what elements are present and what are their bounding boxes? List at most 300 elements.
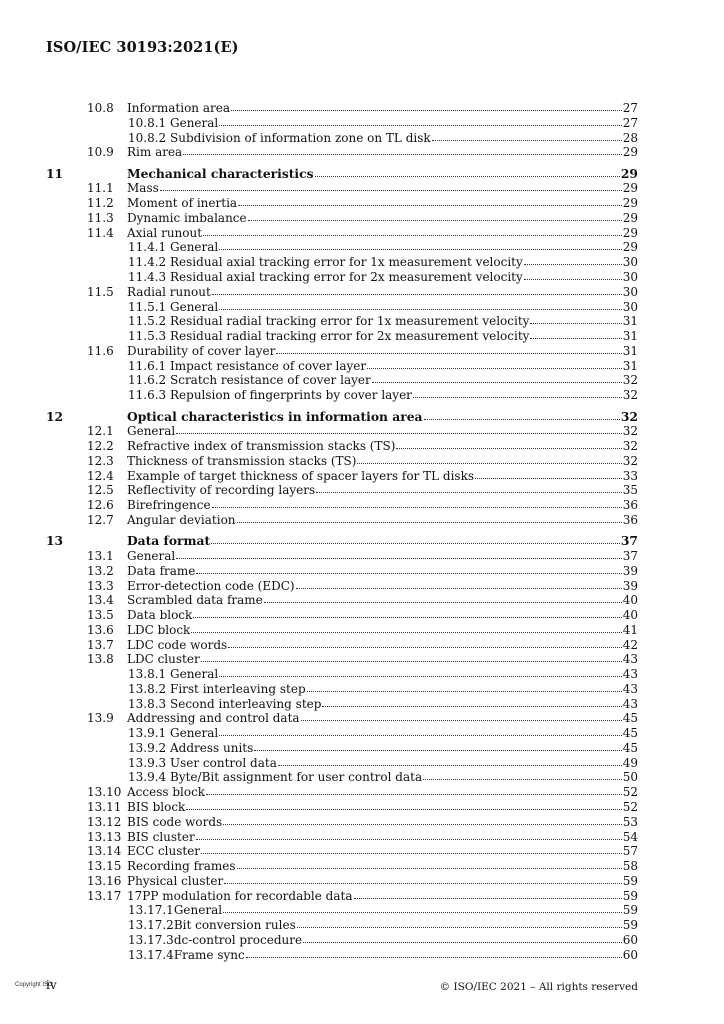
toc-entry[interactable] <box>46 454 638 469</box>
toc-entry[interactable] <box>46 638 638 653</box>
dot-leader <box>322 706 621 707</box>
toc-entry-page: 31 <box>622 343 638 358</box>
toc-entry-number: 12.4 <box>87 468 114 483</box>
toc-entry-title: Reflectivity of recording layers <box>127 483 316 498</box>
dot-leader <box>524 279 622 280</box>
toc-entry-body <box>128 667 638 682</box>
dot-leader <box>196 839 622 840</box>
toc-entry-body <box>128 270 638 285</box>
toc-entry-body <box>128 756 638 771</box>
toc-entry-title: Error-detection code (EDC) <box>127 578 295 593</box>
toc-entry[interactable] <box>46 211 638 226</box>
dot-leader <box>354 898 622 899</box>
toc-entry-body <box>128 359 638 374</box>
dot-leader <box>475 478 622 479</box>
toc-entry-number: 11.5.1 <box>128 299 167 314</box>
dot-leader <box>193 617 621 618</box>
toc-entry-body <box>128 741 638 756</box>
toc-entry-title: Addressing and control data <box>127 711 300 726</box>
toc-entry-body <box>127 410 638 425</box>
toc-entry-body <box>127 483 638 498</box>
dot-leader <box>276 353 621 354</box>
dot-leader <box>303 942 622 943</box>
dot-leader <box>160 190 622 191</box>
toc-entry-page: 41 <box>622 622 638 637</box>
toc-entry-page: 60 <box>622 947 638 962</box>
document-header: ISO/IEC 30193:2021(E) <box>46 39 239 56</box>
toc-entry-number: 12.3 <box>87 453 114 468</box>
toc-entry-number: 13.3 <box>87 578 114 593</box>
dot-leader <box>228 647 622 648</box>
toc-entry-page: 54 <box>622 829 638 844</box>
toc-entry[interactable] <box>46 101 638 116</box>
toc-entry[interactable] <box>46 815 638 830</box>
toc-entry[interactable] <box>46 800 638 815</box>
toc-entry-page: 32 <box>620 408 638 424</box>
toc-entry[interactable] <box>46 918 638 933</box>
toc-entry-title: General <box>127 548 176 563</box>
toc-entry-body <box>128 240 638 255</box>
toc-entry-text: Byte/Bit assignment for user control data <box>170 770 423 785</box>
toc-entry-page: 29 <box>622 196 638 211</box>
toc-entry-title: LDC code words <box>127 637 228 652</box>
toc-entry-page: 53 <box>622 814 638 829</box>
toc-entry-page: 37 <box>620 533 638 549</box>
toc-entry-body <box>128 933 638 948</box>
toc-entry-title: Physical cluster <box>127 873 224 888</box>
toc-entry[interactable] <box>46 889 638 904</box>
dot-leader <box>530 323 621 324</box>
toc-entry-body <box>127 579 638 594</box>
toc-entry-title: Data block <box>127 608 193 623</box>
toc-entry-title <box>128 116 218 131</box>
toc-entry[interactable] <box>46 181 638 196</box>
dot-leader <box>297 927 622 928</box>
toc-entry-number: 13.17.3 <box>128 932 174 947</box>
toc-entry-number: 11.6.2 <box>128 373 167 388</box>
toc-entry-body <box>128 682 638 697</box>
toc-entry-title: Dynamic imbalance <box>127 210 247 225</box>
toc-entry-body <box>127 874 638 889</box>
toc-entry-title <box>128 667 218 682</box>
toc-entry-number: 13.10 <box>87 785 122 800</box>
toc-entry-body <box>127 469 638 484</box>
toc-entry[interactable] <box>46 608 638 623</box>
toc-entry[interactable] <box>46 344 638 359</box>
dot-leader <box>264 602 622 603</box>
toc-entry-number: 11.2 <box>87 196 114 211</box>
toc-entry-page: 59 <box>622 903 638 918</box>
toc-entry-number: 13.17.2 <box>128 918 174 933</box>
toc-entry-body <box>128 770 638 785</box>
toc-entry-text: First interleaving step <box>170 681 306 696</box>
toc-entry-title: Rim area <box>127 145 183 160</box>
toc-entry-body <box>128 388 638 403</box>
toc-entry-title <box>128 131 431 146</box>
toc-entry-title <box>128 903 222 918</box>
toc-entry[interactable] <box>46 116 638 131</box>
toc-entry-page: 50 <box>622 770 638 785</box>
toc-entry[interactable] <box>46 830 638 845</box>
dot-leader <box>278 765 622 766</box>
toc-entry-page: 31 <box>622 329 638 344</box>
toc-entry-title <box>128 373 371 388</box>
toc-entry[interactable] <box>46 770 638 785</box>
toc-entry[interactable] <box>46 469 638 484</box>
copyright-notice: © ISO/IEC 2021 – All rights reserved <box>439 981 638 993</box>
toc-entry-number: 11.6.3 <box>128 388 167 403</box>
toc-entry[interactable] <box>46 785 638 800</box>
toc-entry-number: 12.5 <box>87 483 114 498</box>
toc-entry-body <box>127 815 638 830</box>
toc-entry-number: 11 <box>46 165 64 181</box>
toc-entry-number: 11.6.1 <box>128 358 167 373</box>
toc-entry-body <box>127 623 638 638</box>
toc-entry-title <box>128 697 321 712</box>
toc-entry-number: 13.9.4 <box>128 770 167 785</box>
toc-entry-body <box>128 948 638 963</box>
toc-entry-page: 32 <box>622 439 638 454</box>
toc-entry-text: Address units <box>170 740 254 755</box>
toc-entry-number: 11.6 <box>87 343 114 358</box>
toc-entry-number: 11.3 <box>87 210 114 225</box>
dot-leader <box>372 382 622 383</box>
toc-entry-title: General <box>127 424 176 439</box>
dot-leader <box>301 720 622 721</box>
toc-entry-title <box>128 314 529 329</box>
toc-entry-number: 10.8.1 <box>128 115 167 130</box>
toc-entry[interactable] <box>46 682 638 697</box>
toc-entry-text: Second interleaving step <box>170 696 322 711</box>
toc-entry-page: 52 <box>622 800 638 814</box>
toc-entry-title <box>128 726 218 741</box>
toc-entry-page: 33 <box>622 468 638 483</box>
toc-entry-text: Subdivision of information zone on TL disk <box>170 130 431 145</box>
toc-entry-title: Mechanical characteristics <box>127 165 314 181</box>
table-of-contents <box>46 101 638 962</box>
toc-entry-body <box>127 844 638 859</box>
toc-entry-number: 13.14 <box>87 844 122 859</box>
dot-leader <box>224 883 622 884</box>
toc-entry[interactable] <box>46 388 638 403</box>
dot-leader <box>212 507 622 508</box>
dot-leader <box>176 433 621 434</box>
toc-entry-title: LDC cluster <box>127 652 200 667</box>
toc-entry-text: General <box>170 726 219 741</box>
toc-entry[interactable] <box>46 410 638 425</box>
dot-leader <box>238 205 622 206</box>
toc-entry-title: Moment of inertia <box>127 196 238 211</box>
toc-entry-body <box>127 889 638 904</box>
toc-entry[interactable] <box>46 167 638 182</box>
toc-entry-page: 29 <box>620 165 638 181</box>
toc-entry-number: 10.8.2 <box>128 130 167 145</box>
toc-entry[interactable] <box>46 240 638 255</box>
dot-leader <box>201 661 622 662</box>
toc-entry-title: Data frame <box>127 563 196 578</box>
dot-leader <box>424 419 620 420</box>
toc-entry-body <box>127 145 638 160</box>
toc-entry-number: 11.4 <box>87 225 114 240</box>
toc-entry-title: Data format <box>127 533 211 549</box>
dot-leader <box>231 110 622 111</box>
toc-entry-body <box>127 424 638 439</box>
toc-entry-body <box>128 131 638 146</box>
toc-entry-page: 29 <box>622 145 638 160</box>
dot-leader <box>315 176 620 177</box>
toc-entry-page: 27 <box>622 101 638 115</box>
toc-entry-page: 35 <box>622 483 638 498</box>
toc-entry-body <box>128 300 638 315</box>
toc-entry[interactable] <box>46 593 638 608</box>
toc-entry-page: 29 <box>622 225 638 240</box>
toc-entry-page: 40 <box>622 593 638 608</box>
toc-entry-number: 13.17.1 <box>128 903 174 918</box>
toc-entry[interactable] <box>46 933 638 948</box>
toc-entry[interactable] <box>46 948 638 963</box>
toc-entry-page: 31 <box>622 358 638 373</box>
toc-entry[interactable] <box>46 726 638 741</box>
toc-entry-body <box>127 608 638 623</box>
dot-leader <box>432 140 622 141</box>
toc-entry-page: 32 <box>622 388 638 403</box>
dot-leader <box>296 588 622 589</box>
dot-leader <box>423 779 622 780</box>
toc-entry-number: 13.4 <box>87 593 114 608</box>
toc-entry[interactable] <box>46 424 638 439</box>
toc-entry-number: 11.4.1 <box>128 240 167 255</box>
toc-entry-body <box>127 652 638 667</box>
toc-entry-page: 40 <box>622 608 638 623</box>
toc-entry-number: 13.8 <box>87 652 114 667</box>
toc-entry-body <box>127 498 638 513</box>
toc-entry-body <box>127 830 638 845</box>
toc-entry-page: 30 <box>622 270 638 285</box>
toc-entry-title <box>128 948 245 963</box>
toc-entry-text: Residual radial tracking error for 1x measurement velocity <box>170 314 530 329</box>
toc-entry-page: 30 <box>622 299 638 314</box>
toc-entry[interactable] <box>46 741 638 756</box>
toc-entry[interactable] <box>46 874 638 889</box>
toc-entry[interactable] <box>46 564 638 579</box>
toc-entry-text: General <box>170 240 219 255</box>
toc-entry-number: 13.8.2 <box>128 681 167 696</box>
toc-entry-body <box>128 329 638 344</box>
toc-entry-page: 45 <box>622 726 638 741</box>
toc-entry-page: 43 <box>622 667 638 682</box>
toc-entry-page: 30 <box>622 255 638 270</box>
toc-entry-number: 13.2 <box>87 563 114 578</box>
toc-entry[interactable] <box>46 329 638 344</box>
toc-entry-number: 12.2 <box>87 439 114 454</box>
toc-entry-number: 10.9 <box>87 145 114 160</box>
dot-leader <box>223 912 622 913</box>
toc-entry-title: Recording frames <box>127 859 236 874</box>
toc-entry[interactable] <box>46 903 638 918</box>
toc-entry-number: 13.6 <box>87 622 114 637</box>
toc-entry[interactable] <box>46 300 638 315</box>
toc-entry-title: Example of target thickness of spacer layers for TL disks <box>127 468 474 483</box>
toc-entry-number: 11.1 <box>87 181 114 196</box>
toc-entry-body <box>127 439 638 454</box>
dot-leader <box>191 632 621 633</box>
toc-entry-text: General <box>170 299 219 314</box>
toc-entry-number: 11.4.3 <box>128 270 167 285</box>
toc-entry-text: Residual axial tracking error for 1x measurement velocity <box>170 255 523 270</box>
toc-entry-number: 13.9 <box>87 711 114 726</box>
dot-leader <box>307 691 622 692</box>
toc-entry-page: 52 <box>622 785 638 800</box>
toc-entry-number: 13 <box>46 533 64 549</box>
toc-entry[interactable] <box>46 756 638 771</box>
toc-entry-page: 60 <box>622 932 638 947</box>
toc-entry-body <box>127 181 638 196</box>
toc-entry[interactable] <box>46 196 638 211</box>
toc-entry[interactable] <box>46 513 638 528</box>
toc-entry[interactable] <box>46 652 638 667</box>
toc-entry[interactable] <box>46 439 638 454</box>
toc-entry-text: User control data <box>170 755 277 770</box>
toc-entry-title: BIS cluster <box>127 829 195 844</box>
toc-entry[interactable] <box>46 226 638 241</box>
toc-entry-title <box>128 741 253 756</box>
toc-entry-body <box>128 373 638 388</box>
dot-leader <box>219 309 621 310</box>
toc-entry-page: 59 <box>622 888 638 903</box>
toc-entry[interactable] <box>46 667 638 682</box>
toc-entry-page: 59 <box>622 918 638 933</box>
toc-entry[interactable] <box>46 697 638 712</box>
toc-entry-body <box>127 638 638 653</box>
toc-entry-page: 32 <box>622 424 638 439</box>
toc-entry[interactable] <box>46 579 638 594</box>
toc-entry-number: 13.17 <box>87 888 122 903</box>
toc-entry-title: Scrambled data frame <box>127 593 263 608</box>
toc-entry-page: 57 <box>622 844 638 859</box>
toc-entry-page: 28 <box>622 130 638 145</box>
toc-entry-title: 17PP modulation for recordable data <box>127 888 353 903</box>
toc-entry-page: 39 <box>622 578 638 593</box>
toc-entry[interactable] <box>46 534 638 549</box>
toc-entry-page: 37 <box>622 548 638 563</box>
dot-leader <box>219 676 621 677</box>
toc-entry-page: 43 <box>622 652 638 667</box>
toc-entry-number: 13.9.3 <box>128 755 167 770</box>
toc-entry[interactable] <box>46 145 638 160</box>
toc-entry-number: 12.7 <box>87 512 114 527</box>
toc-entry-number: 13.8.3 <box>128 696 167 711</box>
toc-entry-text: Scratch resistance of cover layer <box>170 373 371 388</box>
toc-entry[interactable] <box>46 483 638 498</box>
toc-entry-body <box>128 116 638 131</box>
toc-entry-number: 13.5 <box>87 608 114 623</box>
toc-entry-number: 11.5 <box>87 284 114 299</box>
toc-entry-number: 12.6 <box>87 498 114 513</box>
toc-entry-text: dc-control procedure <box>173 932 303 947</box>
dot-leader <box>219 249 621 250</box>
toc-entry[interactable] <box>46 285 638 300</box>
toc-entry[interactable] <box>46 255 638 270</box>
toc-entry-title <box>128 918 296 933</box>
toc-entry-number: 13.15 <box>87 859 122 874</box>
toc-entry-title: ECC cluster <box>127 844 201 859</box>
toc-entry-text: Frame sync <box>173 947 245 962</box>
toc-entry-body <box>128 314 638 329</box>
dot-leader <box>248 220 622 221</box>
toc-entry[interactable] <box>46 359 638 374</box>
dot-leader <box>237 868 622 869</box>
toc-entry-body <box>127 549 638 564</box>
toc-entry-body <box>127 534 638 549</box>
toc-entry-body <box>127 226 638 241</box>
toc-entry-page: 45 <box>622 740 638 755</box>
toc-entry-page: 32 <box>622 373 638 388</box>
toc-entry[interactable] <box>46 373 638 388</box>
toc-entry-number: 12 <box>46 408 64 424</box>
toc-entry-body <box>128 255 638 270</box>
toc-entry-body <box>127 211 638 226</box>
toc-entry-title: BIS code words <box>127 814 223 829</box>
toc-entry-page: 43 <box>622 681 638 696</box>
toc-entry-title: Information area <box>127 101 230 115</box>
toc-entry-title <box>128 388 412 403</box>
toc-entry-body <box>127 564 638 579</box>
toc-entry-body <box>128 918 638 933</box>
toc-entry-body <box>127 593 638 608</box>
toc-entry[interactable] <box>46 131 638 146</box>
toc-entry-text: General <box>170 115 219 130</box>
toc-entry-title <box>128 933 302 948</box>
dot-leader <box>524 264 622 265</box>
toc-entry-page: 45 <box>622 711 638 726</box>
toc-entry-title: Axial runout <box>127 225 203 240</box>
toc-entry-page: 43 <box>622 696 638 711</box>
dot-leader <box>316 492 622 493</box>
toc-entry-title: Refractive index of transmission stacks (TS) <box>127 439 396 454</box>
toc-entry[interactable] <box>46 549 638 564</box>
toc-entry-title: Thickness of transmission stacks (TS) <box>127 453 357 468</box>
toc-entry-title: BIS block <box>127 800 186 814</box>
toc-entry-title: LDC block <box>127 622 191 637</box>
toc-entry[interactable] <box>46 314 638 329</box>
dot-leader <box>357 463 621 464</box>
toc-entry[interactable] <box>46 498 638 513</box>
toc-entry-title: Access block <box>127 785 206 800</box>
toc-entry-number: 13.12 <box>87 814 122 829</box>
dot-leader <box>413 397 622 398</box>
toc-entry-page: 29 <box>622 240 638 255</box>
toc-entry-body <box>127 785 638 800</box>
toc-entry-page: 31 <box>622 314 638 329</box>
toc-entry-page: 27 <box>622 115 638 130</box>
toc-entry[interactable] <box>46 859 638 874</box>
toc-entry-number: 13.13 <box>87 829 122 844</box>
toc-entry[interactable] <box>46 711 638 726</box>
toc-entry-body <box>127 167 638 182</box>
dot-leader <box>246 957 622 958</box>
dot-leader <box>367 368 622 369</box>
toc-entry-page: 29 <box>622 210 638 225</box>
toc-entry-title <box>128 255 523 270</box>
toc-entry-text: Residual radial tracking error for 2x measurement velocity <box>170 329 530 344</box>
toc-entry[interactable] <box>46 623 638 638</box>
toc-entry-title <box>128 240 218 255</box>
page-number: iv <box>46 978 57 992</box>
copyright-watermark: Copyright ISO <box>15 982 53 988</box>
toc-entry[interactable] <box>46 844 638 859</box>
toc-entry[interactable] <box>46 270 638 285</box>
toc-entry-page: 36 <box>622 512 638 527</box>
